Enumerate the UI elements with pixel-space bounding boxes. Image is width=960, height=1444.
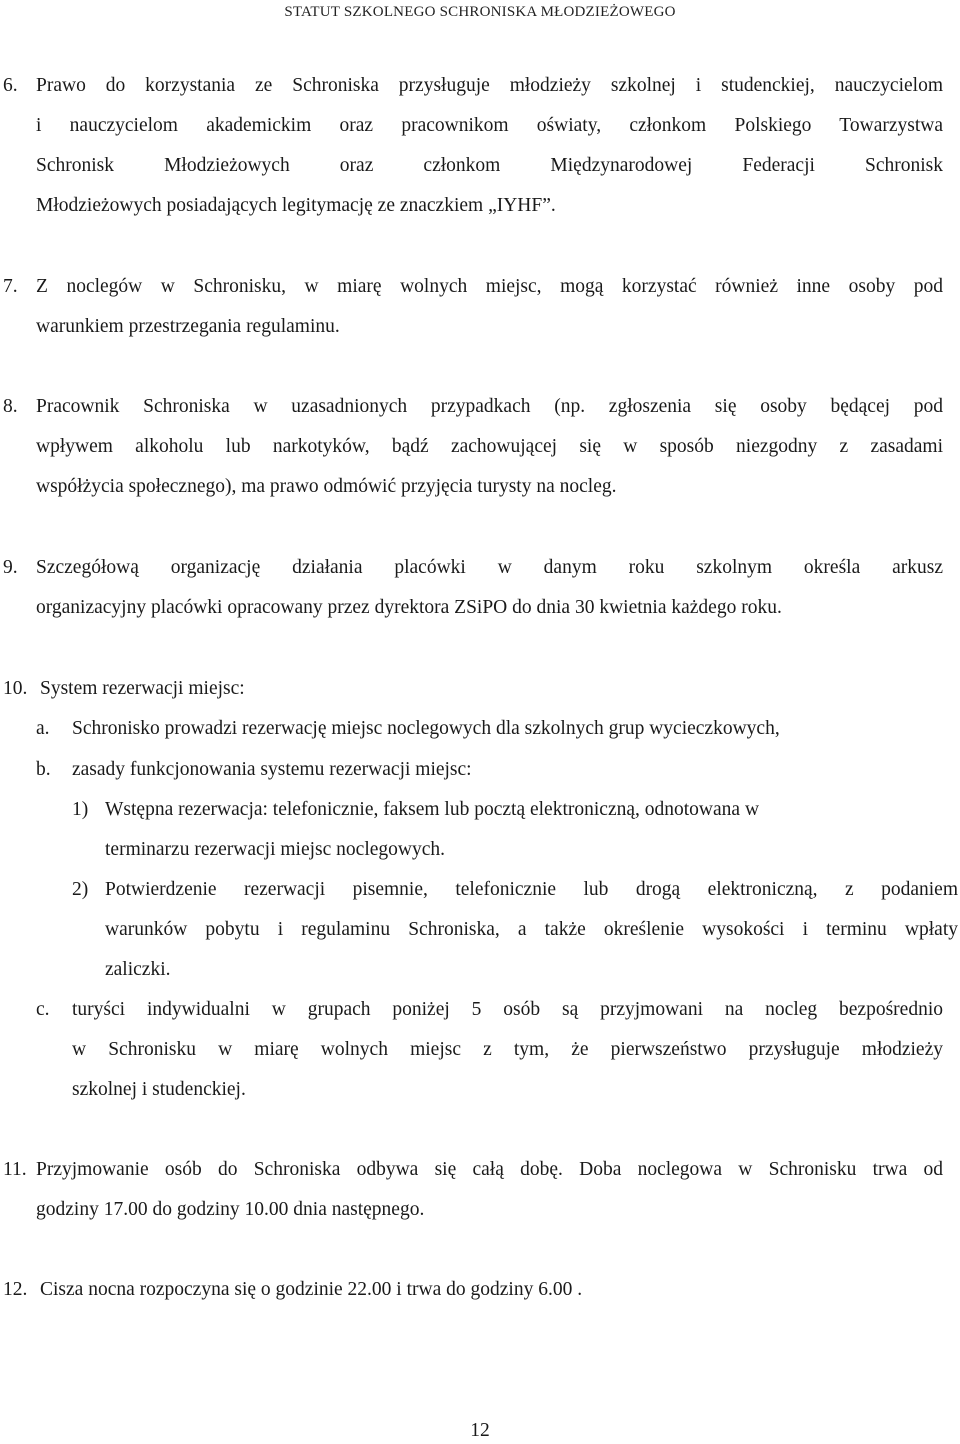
text-line: warunkiem przestrzegania regulaminu. [36, 316, 340, 337]
page-number: 12 [470, 1420, 490, 1441]
text-line: w Schronisku w miarę wolnych miejsc z tym, że pierwszeństwo przysługuje młodzieży [72, 1039, 943, 1060]
text-line: Pracownik Schroniska w uzasadnionych przypadkach (np. zgłoszenia się osoby będącej pod [36, 396, 943, 417]
text-line: i nauczycielom akademickim oraz pracownikom oświaty, członkom Polskiego Towarzystwa [36, 115, 943, 136]
item-label: a. [36, 718, 50, 739]
text-line: Schronisk Młodzieżowych oraz członkom Międzynarodowej Federacji Schronisk [36, 155, 943, 176]
paragraph-number: 11. [3, 1159, 27, 1180]
text-line: Z noclegów w Schronisku, w miarę wolnych miejsc, mogą korzystać również inne osoby pod [36, 276, 943, 297]
text-line: organizacyjny placówki opracowany przez dyrektora ZSiPO do dnia 30 kwietnia każdego roku. [36, 597, 782, 618]
text-line: szkolnej i studenckiej. [72, 1079, 246, 1100]
item-label: c. [36, 999, 50, 1020]
text-line: Wstępna rezerwacja: telefonicznie, faksem lub pocztą elektroniczną, odnotowana w [105, 799, 760, 820]
text-line: terminarzu rezerwacji miejsc noclegowych. [105, 839, 446, 860]
text-line: Przyjmowanie osób do Schroniska odbywa się całą dobę. Doba noclegowa w Schronisku trwa od [36, 1159, 943, 1180]
text-line: Potwierdzenie rezerwacji pisemnie, telefonicznie lub drogą elektroniczną, z podaniem [105, 879, 958, 900]
item-label: 2) [72, 879, 89, 900]
text-line: Prawo do korzystania ze Schroniska przysługuje młodzieży szkolnej i studenckiej, nauczycielom [36, 75, 943, 96]
text-line: zaliczki. [105, 959, 171, 980]
text-line: Młodzieżowych posiadających legitymację ze znaczkiem „IYHF”. [36, 195, 556, 216]
text-line: warunków pobytu i regulaminu Schroniska, a także określenie wysokości i terminu wpłaty [105, 919, 958, 940]
paragraph-number: 7. [3, 276, 18, 297]
running-header: STATUT SZKOLNEGO SCHRONISKA MŁODZIEŻOWEGO [284, 4, 676, 20]
paragraph-number: 9. [3, 557, 18, 578]
item-text: Schronisko prowadzi rezerwację miejsc noclegowych dla szkolnych grup wycieczkowych, [72, 718, 780, 739]
paragraph-number: 6. [3, 75, 18, 96]
paragraph-number: 12. [3, 1279, 28, 1300]
paragraph-number: 8. [3, 396, 18, 417]
paragraph-number: 10. [3, 678, 28, 699]
item-label: b. [36, 759, 51, 780]
text-line: turyści indywidualni w grupach poniżej 5 osób są przyjmowani na nocleg bezpośrednio [72, 999, 943, 1020]
section-title: System rezerwacji miejsc: [40, 678, 245, 699]
item-text: zasady funkcjonowania systemu rezerwacji miejsc: [72, 759, 472, 780]
item-label: 1) [72, 799, 89, 820]
text-line: współżycia społecznego), ma prawo odmówić przyjęcia turysty na nocleg. [36, 476, 617, 497]
text-line: godziny 17.00 do godziny 10.00 dnia następnego. [36, 1199, 425, 1220]
text-line: Szczegółową organizację działania placówki w danym roku szkolnym określa arkusz [36, 557, 943, 578]
paragraph-text: Cisza nocna rozpoczyna się o godzinie 22.00 i trwa do godziny 6.00 . [40, 1279, 583, 1300]
text-line: wpływem alkoholu lub narkotyków, bądź zachowującej się w sposób niezgodny z zasadami [36, 436, 943, 457]
